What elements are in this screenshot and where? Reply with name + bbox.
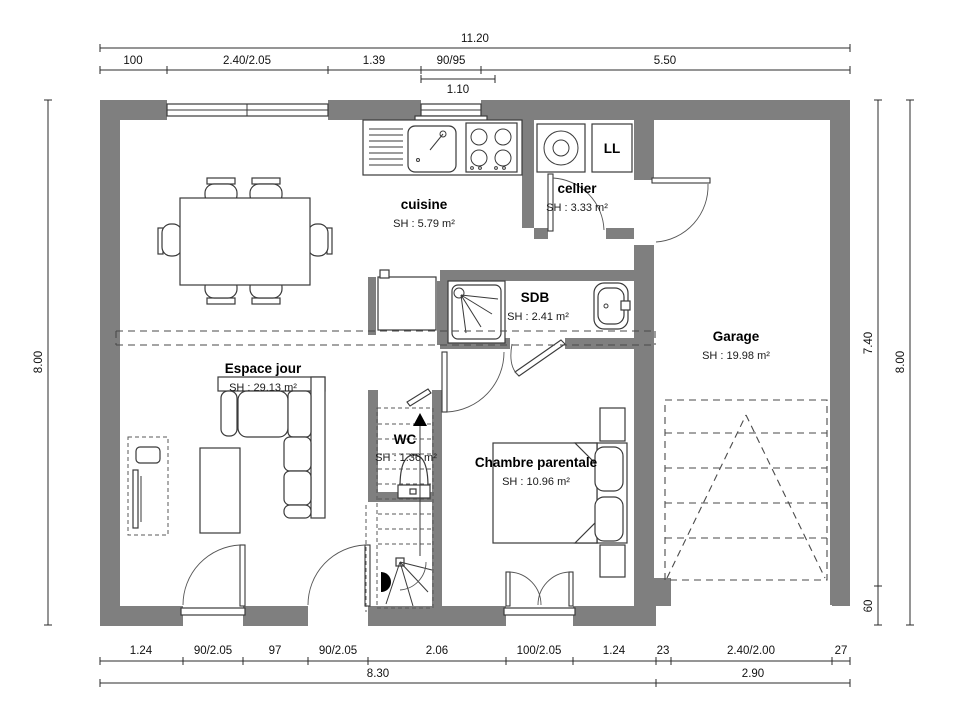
dimensions-bottom (100, 645, 850, 687)
room-label-garage: Garage (712, 329, 760, 344)
room-label-wc: WC (393, 432, 417, 447)
room-label-cuisine: cuisine (400, 197, 448, 212)
dim-bottom-seg: 23 (656, 645, 670, 657)
cellier-fixtures (537, 124, 632, 172)
room-area-chambre: SH : 10.96 m² (502, 476, 570, 488)
dim-bottom-seg: 2.40/2.00 (727, 645, 775, 657)
room-label-sdb: SDB (520, 290, 550, 305)
nightstand-icon (600, 545, 625, 577)
dim-top-seg: 5.50 (653, 55, 677, 67)
chambre-door-icon (442, 352, 504, 412)
dim-bottom-seg: 97 (268, 645, 282, 657)
wc-door-icon (407, 389, 431, 406)
entrance-door-icon (181, 545, 245, 615)
room-label-espace-jour: Espace jour (224, 361, 302, 376)
washbasin-icon (594, 283, 630, 329)
bedroom-furniture (493, 408, 627, 577)
garage-door-icon (665, 400, 827, 580)
dim-top-seg: 1.39 (362, 55, 386, 67)
room-area-espace-jour: SH : 29.13 m² (229, 382, 297, 394)
dim-top-window-sub: 1.10 (446, 84, 470, 96)
dimensions-top (100, 33, 850, 96)
room-area-wc: SH : 1.36 m² (375, 452, 437, 464)
dimensions-left (33, 100, 52, 625)
stair-marker (381, 572, 391, 592)
dim-bottom-seg: 2.06 (425, 645, 449, 657)
pillow-icon (595, 497, 623, 541)
dining-table-icon (158, 178, 332, 304)
coffee-table-icon (200, 448, 240, 533)
french-double-door-icon (504, 572, 575, 615)
washing-machine-label: LL (603, 141, 621, 156)
dim-right-inner: 7.40 (863, 331, 875, 355)
fridge-icon (378, 270, 436, 330)
room-label-chambre: Chambre parentale (474, 455, 598, 470)
dim-top-seg: 100 (123, 55, 143, 67)
dim-top-seg: 90/95 (436, 55, 466, 67)
living-furniture (128, 178, 332, 535)
dim-bottom-total: 2.90 (741, 668, 765, 680)
nightstand-icon (600, 408, 625, 441)
dim-bottom-seg: 27 (834, 645, 848, 657)
room-area-sdb: SH : 2.41 m² (507, 311, 569, 323)
room-label-cellier: cellier (557, 181, 597, 196)
stair-direction-arrow (413, 413, 427, 426)
dim-bottom-seg: 1.24 (602, 645, 626, 657)
window-living-icon (167, 104, 328, 116)
sink-icon (408, 126, 456, 172)
dim-bottom-seg: 100/2.05 (516, 645, 562, 657)
dim-top-total: 11.20 (461, 33, 489, 45)
dimensions-right (863, 100, 914, 625)
stove-icon (466, 123, 517, 172)
dim-right-total: 8.00 (895, 350, 907, 374)
room-area-cellier: SH : 3.33 m² (546, 202, 608, 214)
pillow-icon (595, 447, 623, 491)
dim-right-inner: 60 (863, 599, 875, 613)
shower-icon (448, 281, 505, 343)
washer-icon (537, 124, 585, 172)
dim-left-total: 8.00 (33, 350, 45, 374)
interior-door-icon (308, 545, 370, 606)
garage-service-door-icon (652, 178, 710, 242)
dim-top-seg: 2.40/2.05 (223, 55, 271, 67)
dim-bottom-seg: 90/2.05 (193, 645, 233, 657)
room-area-garage: SH : 19.98 m² (702, 350, 770, 362)
washing-machine-box (592, 124, 632, 172)
tv-unit-icon (128, 437, 168, 535)
dim-bottom-total: 8.30 (366, 668, 390, 680)
dim-bottom-seg: 1.24 (129, 645, 153, 657)
room-area-cuisine: SH : 5.79 m² (393, 218, 455, 230)
dim-bottom-seg: 90/2.05 (318, 645, 358, 657)
